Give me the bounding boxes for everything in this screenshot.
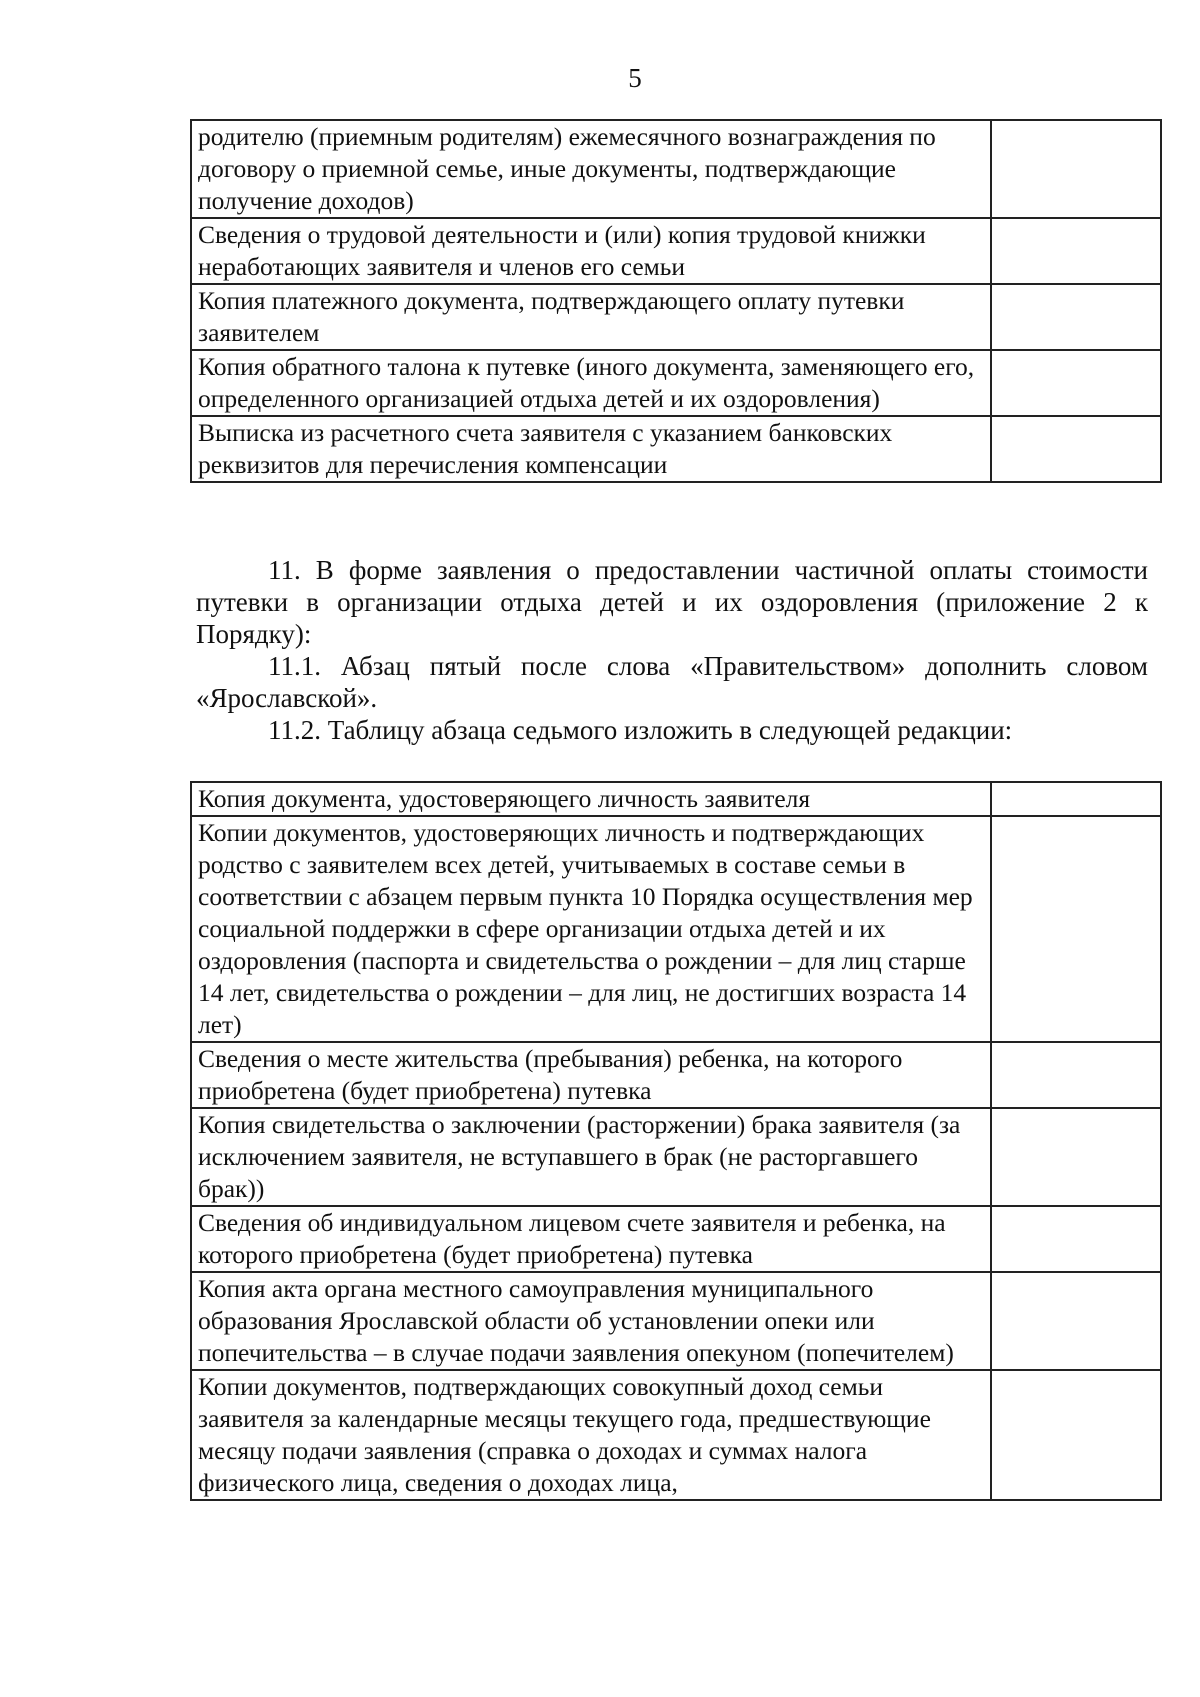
table-cell-text: Сведения о трудовой деятельности и (или) копия трудовой книжки неработающих заявителя и членов его семьи	[191, 218, 991, 284]
table-cell-empty	[991, 284, 1161, 350]
table-cell-text: Копия платежного документа, подтверждающего оплату путевки заявителем	[191, 284, 991, 350]
table-row	[191, 120, 1161, 218]
table-cell-empty	[991, 816, 1161, 1042]
documents-table-continued	[190, 119, 1162, 483]
table-cell-text: Копии документов, подтверждающих совокупный доход семьи заявителя за календарные месяцы текущего года, предшествующие месяцу подачи заявления (справка о доходах и суммах налога физического лица, сведения о доходах лица,	[191, 1370, 991, 1500]
table-cell-empty	[991, 1206, 1161, 1272]
table-row	[191, 782, 1161, 816]
table-cell-text: Сведения об индивидуальном лицевом счете заявителя и ребенка, на которого приобретена (будет приобретена) путевка	[191, 1206, 991, 1272]
table-cell-text: Копия обратного талона к путевке (иного документа, заменяющего его, определенного организацией отдыха детей и их оздоровления)	[191, 350, 991, 416]
table-row	[191, 218, 1161, 284]
table-row	[191, 1042, 1161, 1108]
table-cell-empty	[991, 218, 1161, 284]
table-cell-text: Копия акта органа местного самоуправления муниципального образования Ярославской области об установлении опеки или попечительства – в случае подачи заявления опекуном (попечителем)	[191, 1272, 991, 1370]
paragraph-11: 11. В форме заявления о предоставлении частичной оплаты стоимости путевки в организации отдыха детей и их оздоровления (приложение 2 к Порядку):	[196, 555, 1148, 649]
table-cell-empty	[991, 782, 1161, 816]
page-number: 5	[628, 63, 642, 93]
table-cell-text: Копия свидетельства о заключении (расторжении) брака заявителя (за исключением заявителя, не вступавшего в брак (не расторгавшего брак))	[191, 1108, 991, 1206]
paragraph-11-1: 11.1. Абзац пятый после слова «Правительством» дополнить словом «Ярославской».	[196, 651, 1148, 713]
paragraph-11-2: 11.2. Таблицу абзаца седьмого изложить в следующей редакции:	[268, 715, 1013, 745]
table-cell-text: Выписка из расчетного счета заявителя с указанием банковских реквизитов для перечисления компенсации	[191, 416, 991, 482]
table-row	[191, 1108, 1161, 1206]
table-cell-empty	[991, 350, 1161, 416]
table-cell-text: Копии документов, удостоверяющих личность и подтверждающих родство с заявителем всех детей, учитываемых в составе семьи в соответствии с абзацем первым пункта 10 Порядка осуществления мер социальной поддержки в сфере организации отдыха детей и их оздоровления (паспорта и свидетельства о рождении – для лиц старше 14 лет, свидетельства о рождении – для лиц, не достигших возраста 14 лет)	[191, 816, 991, 1042]
table-cell-empty	[991, 1042, 1161, 1108]
table-row	[191, 1206, 1161, 1272]
documents-table-new	[190, 781, 1162, 1501]
table-row	[191, 284, 1161, 350]
table-row	[191, 416, 1161, 482]
table-cell-text: Копия документа, удостоверяющего личность заявителя	[191, 782, 991, 816]
table-cell-empty	[991, 416, 1161, 482]
table-row	[191, 816, 1161, 1042]
table-cell-empty	[991, 120, 1161, 218]
table-cell-empty	[991, 1272, 1161, 1370]
table-cell-empty	[991, 1370, 1161, 1500]
table-cell-text: родителю (приемным родителям) ежемесячного вознаграждения по договору о приемной семье, иные документы, подтверждающие получение доходов)	[191, 120, 991, 218]
table-cell-text: Сведения о месте жительства (пребывания) ребенка, на которого приобретена (будет приобретена) путевка	[191, 1042, 991, 1108]
table-row	[191, 350, 1161, 416]
table-row	[191, 1272, 1161, 1370]
table-cell-empty	[991, 1108, 1161, 1206]
table-row	[191, 1370, 1161, 1500]
